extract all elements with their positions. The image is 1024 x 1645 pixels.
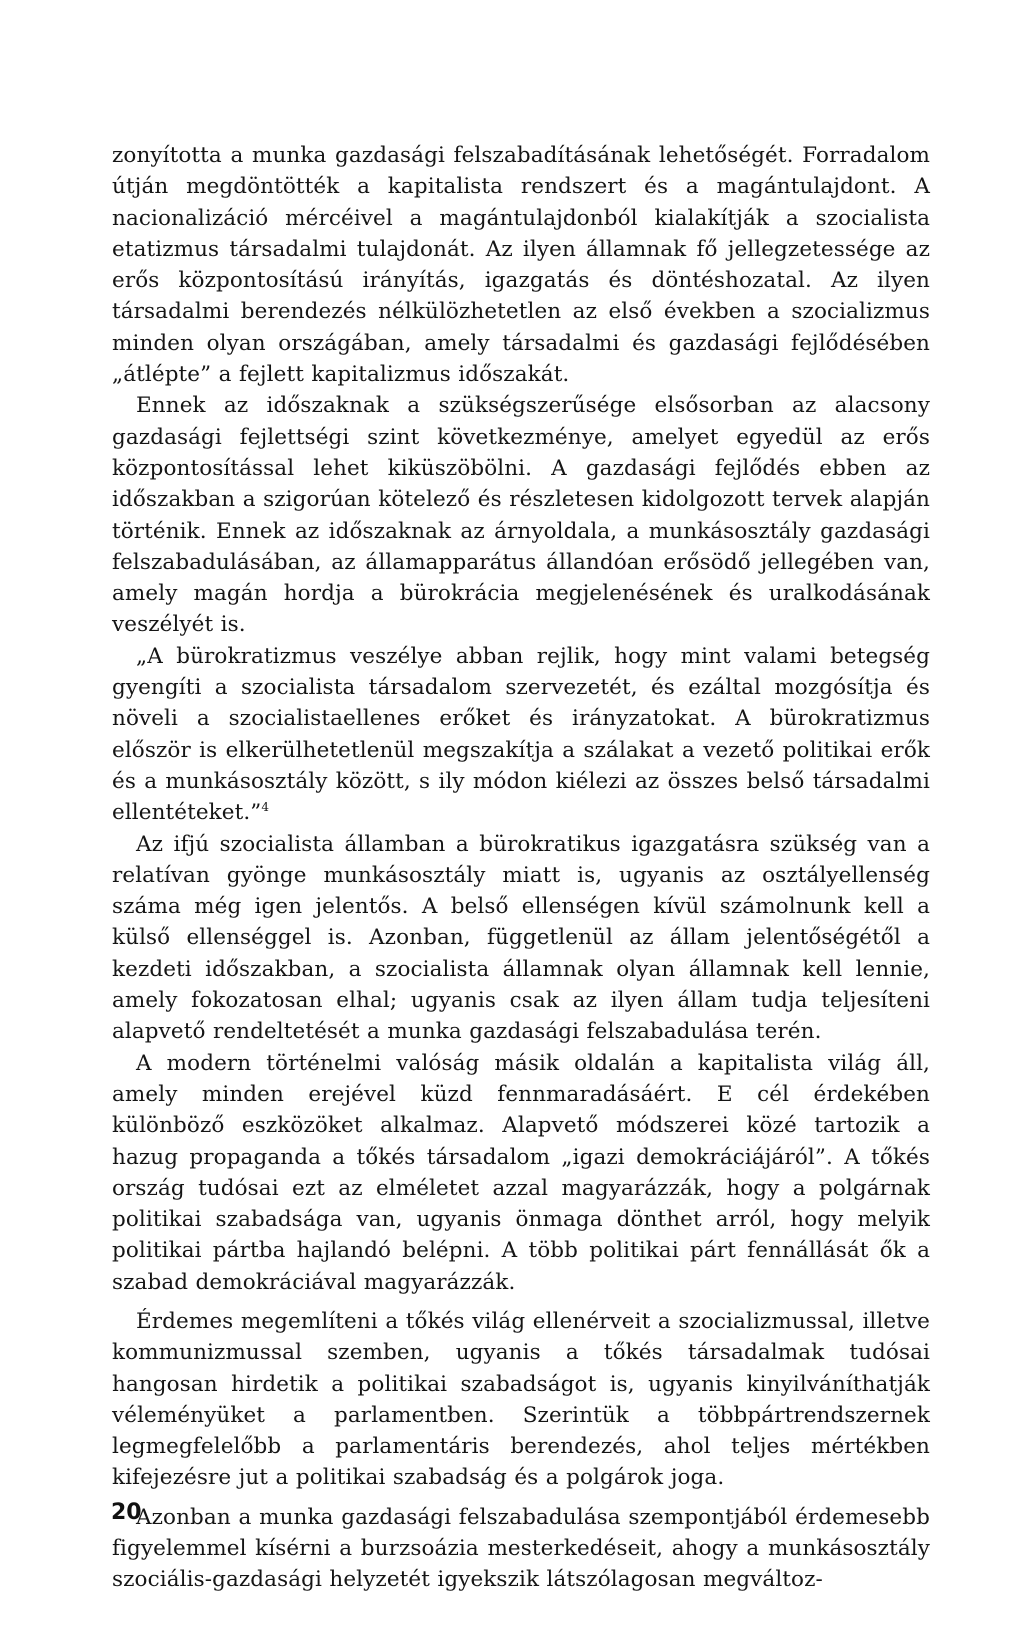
paragraph-3-quote bbox=[112, 641, 930, 829]
paragraph-6: Érdemes megemlíteni a tőkés világ ellenérveit a szocializmussal, illetve kommunizmussal szemben, ugyanis a tőkés társadalmak tudósai hangosan hirdetik a politikai szabadságot is, ugyanis kinyilváníthatják véleményüket a parlamentben. Szerintük a többpártrendszernek legmegfelelőbb a parlamentáris berendezés, ahol teljes mértékben kifejezésre jut a politikai szabadság és a polgárok joga. bbox=[112, 1308, 930, 1491]
paragraph-5: A modern történelmi valóság másik oldalán a kapitalista világ áll, amely minden erejével küzd fennmaradásáért. E cél érdekében különböző eszközöket alkalmaz. Alapvető módszerei közé tartozik a hazug propaganda a tőkés társadalom „igazi demokráciájáról”. A tőkés ország tudósai ezt az elméletet azzal magyarázzák, hogy a polgárnak politikai szabadsága van, ugyanis önmaga dönthet arról, hogy melyik politikai pártba hajlandó belépni. A több politikai párt fennállását ők a szabad demokráciával magyarázzák. bbox=[112, 1050, 930, 1295]
paragraph-7: Azonban a munka gazdasági felszabadulása szempontjából érdemesebb figyelemmel kísérni a burzsoázia mesterkedéseit, ahogy a munkásosztály szociális-gazdasági helyzetét igyekszik látszólagosan megváltoz- bbox=[112, 1504, 930, 1593]
paragraph-2: Ennek az időszaknak a szükségszerűsége elsősorban az alacsony gazdasági fejlettségi szint következménye, amelyet egyedül az erős központosítással lehet kiküszöbölni. A gazdasági fejlődés ebben az időszakban a szigorúan kötelező és részletesen kidolgozott tervek alapján történik. Ennek az időszaknak az árnyoldala, a munkásosztály gazdasági felszabadulásában, az államapparátus állandóan erősödő jellegében van, amely magán hordja a bürokrácia megjelenésének és uralkodásának veszélyét is. bbox=[112, 393, 930, 638]
paragraph-1: zonyította a munka gazdasági felszabadításának lehetőségét. Forradalom útján megdöntötték a kapitalista rendszert és a magántulajdont. A nacionalizáció mércéivel a magántulajdonból kialakítják a szocialista etatizmus társadalmi tulajdonát. Az ilyen államnak fő jellegzetessége az erős központosítású irányítás, igazgatás és döntéshozatal. Az ilyen társadalmi berendezés nélkülözhetetlen az első években a szocializmus minden olyan országában, amely társadalmi és gazdasági fejlődésében „átlépte” a fejlett kapitalizmus időszakát. bbox=[112, 143, 930, 388]
quote-text: „A bürokratizmus veszélye abban rejlik, hogy mint valami betegség gyengíti a szocialista társadalom szervezetét, és ezáltal mozgósítja és növeli a szocialistaellenes erőket és irányzatokat. A bürokratizmus először is elkerülhetetlenül megszakítja a szálakat a vezető politikai erők és a munkásosztály között, s ily módon kiélezi az összes belső társadalmi ellentéteket.” bbox=[112, 643, 930, 826]
paragraph-4: Az ifjú szocialista államban a bürokratikus igazgatásra szükség van a relatívan gyönge munkásosztály miatt is, ugyanis az osztályellenség száma még igen jelentős. A belső ellenségen kívül számolnunk kell a külső ellenséggel is. Azonban, függetlenül az állam jelentőségétől a kezdeti időszakban, a szocialista államnak olyan államnak kell lennie, amely fokozatosan elhal; ugyanis csak az ilyen állam tudja teljesíteni alapvető rendeltetését a munka gazdasági felszabadulása terén. bbox=[112, 831, 930, 1045]
footnote-marker: 4 bbox=[261, 800, 270, 815]
page-number: 20 bbox=[111, 1500, 142, 1525]
page-body bbox=[112, 140, 930, 1596]
